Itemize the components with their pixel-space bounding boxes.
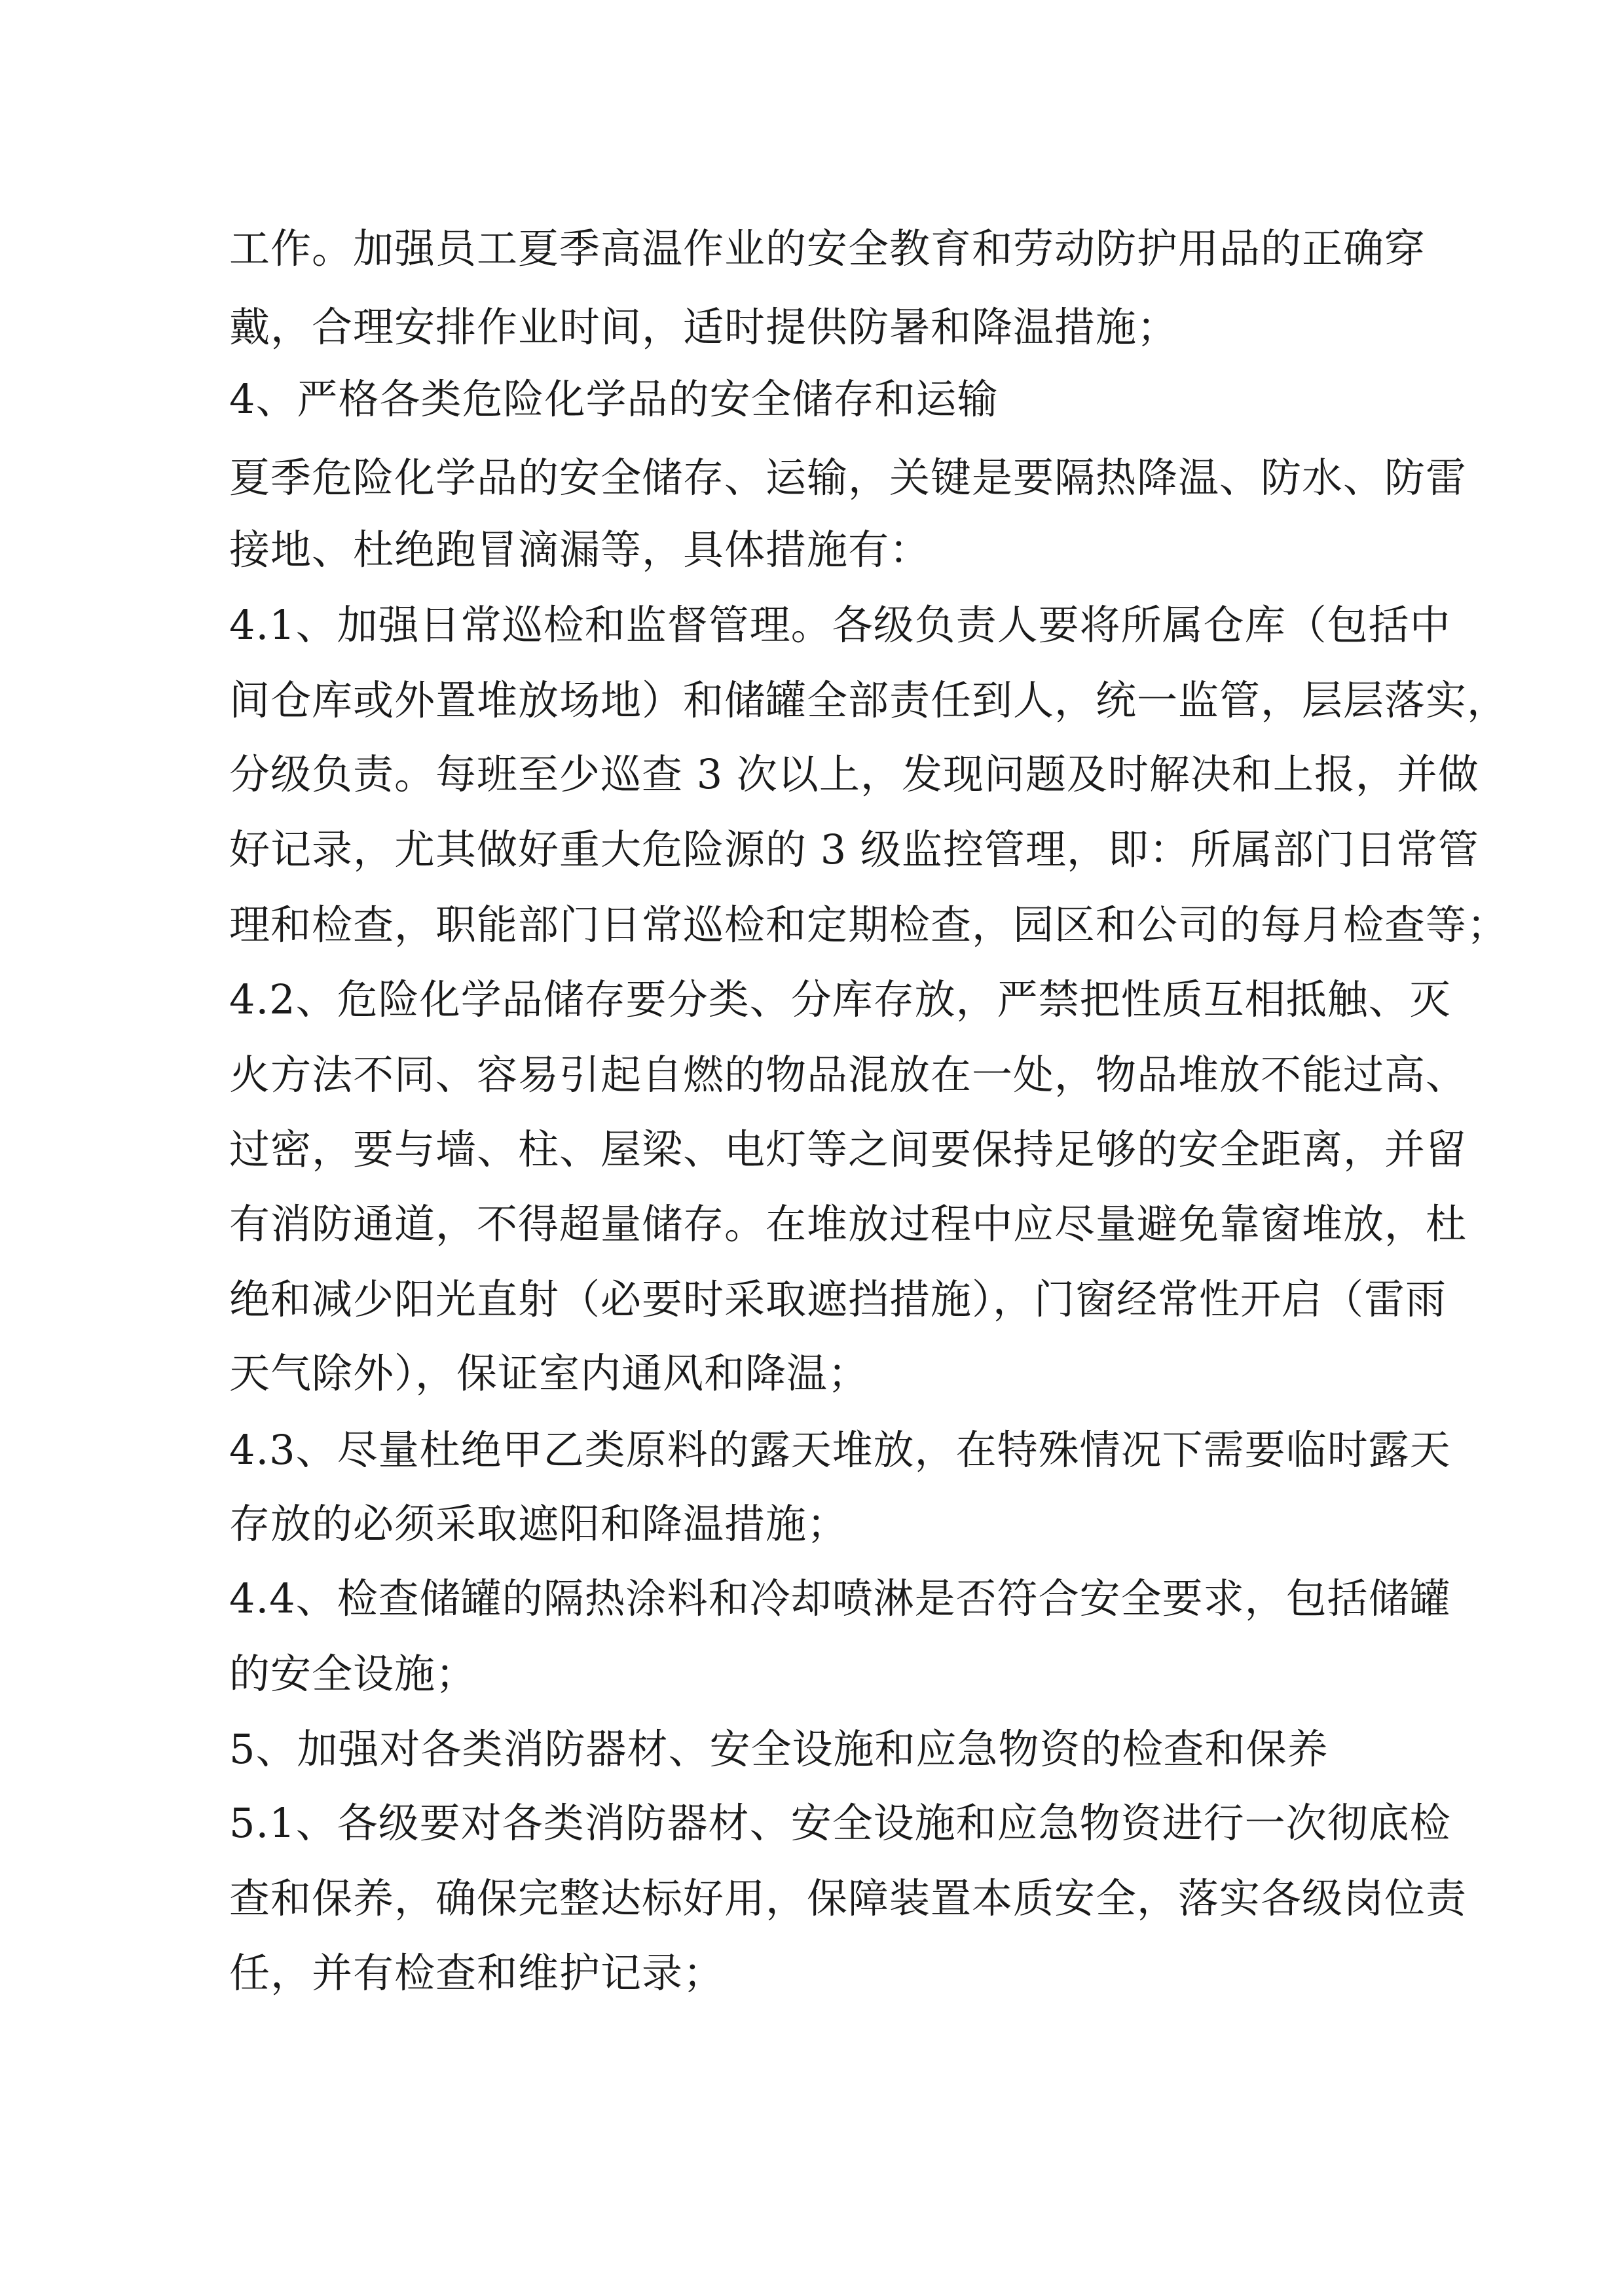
text-line: 分级负责。每班至少巡查 3 次以上，发现问题及时解决和上报，并做 [229, 750, 1479, 798]
text-line: 任，并有检查和维护记录； [229, 1949, 725, 1997]
text-line: 间仓库或外置堆放场地）和储罐全部责任到人，统一监管，层层落实， [229, 676, 1509, 724]
text-line: 4.2、危险化学品储存要分类、分库存放，严禁把性质互相抵触、灭 [229, 975, 1451, 1023]
text-line: 查和保养，确保完整达标好用，保障装置本质安全，落实各级岗位责 [229, 1874, 1467, 1922]
text-line: 存放的必须采取遮阳和降温措施； [229, 1500, 849, 1548]
text-line: 天气除外），保证室内通风和降温； [229, 1349, 870, 1397]
text-line: 夏季危险化学品的安全储存、运输，关键是要隔热降温、防水、防雷 [229, 454, 1467, 501]
text-line: 有消防通道，不得超量储存。在堆放过程中应尽量避免靠窗堆放，杜 [229, 1200, 1467, 1248]
text-line: 4.3、尽量杜绝甲乙类原料的露天堆放，在特殊情况下需要临时露天 [229, 1426, 1451, 1474]
text-line: 5.1、各级要对各类消防器材、安全设施和应急物资进行一次彻底检 [229, 1799, 1451, 1847]
text-line: 绝和减少阳光直射（必要时采取遮挡措施），门窗经常性开启（雷雨 [229, 1275, 1447, 1323]
text-line: 接地、杜绝跑冒滴漏等，具体措施有： [229, 526, 931, 574]
text-line: 4.1、加强日常巡检和监督管理。各级负责人要将所属仓库（包括中 [229, 601, 1451, 649]
text-line: 好记录，尤其做好重大危险源的 3 级监控管理，即：所属部门日常管 [229, 826, 1479, 873]
text-line: 的安全设施； [229, 1650, 477, 1698]
section-heading-4: 4、严格各类危险化学品的安全储存和运输 [229, 375, 999, 423]
text-line: 过密，要与墙、柱、屋梁、电灯等之间要保持足够的安全距离，并留 [229, 1125, 1467, 1173]
text-line: 4.4、检查储罐的隔热涂料和冷却喷淋是否符合安全要求，包括储罐 [229, 1575, 1451, 1622]
section-heading-5: 5、加强对各类消防器材、安全设施和应急物资的检查和保养 [229, 1725, 1329, 1773]
text-line: 火方法不同、容易引起自燃的物品混放在一处，物品堆放不能过高、 [229, 1051, 1467, 1099]
text-line: 戴，合理安排作业时间，适时提供防暑和降温措施； [229, 303, 1179, 351]
text-line: 理和检查，职能部门日常巡检和定期检查，园区和公司的每月检查等； [229, 901, 1509, 949]
text-line: 工作。加强员工夏季高温作业的安全教育和劳动防护用品的正确穿 [229, 225, 1426, 272]
